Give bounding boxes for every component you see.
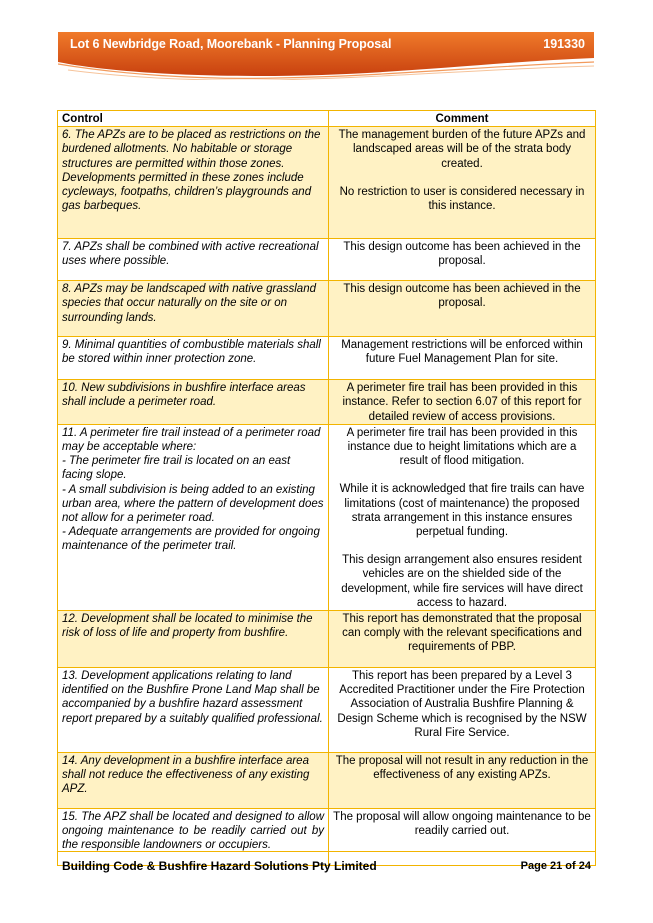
comment-cell — [329, 239, 596, 281]
comment-cell — [329, 809, 596, 866]
control-cell — [58, 753, 329, 809]
control-text: - A small subdivision is being added to an existing urban area, where the pattern of development does not allow for a perimeter road. — [62, 483, 324, 525]
control-text: 8. APZs may be landscaped with native grassland species that occur naturally on the site or on surrounding lands. — [62, 283, 316, 324]
control-text: 11. A perimeter fire trail instead of a perimeter road may be acceptable where: — [62, 426, 321, 454]
control-text: 7. APZs shall be combined with active recreational uses where possible. — [62, 241, 319, 268]
comment-cell — [329, 127, 596, 239]
control-cell — [58, 424, 329, 610]
table-row — [58, 127, 596, 239]
comment-text: This design outcome has been achieved in the proposal. — [343, 241, 581, 268]
table-row — [58, 337, 596, 380]
table-row — [58, 611, 596, 668]
control-text: 13. Development applications relating to land identified on the Bushfire Prone Land Map shall be accompanied by a bushfire hazard assessment report prepared by a suitably qualified professional. — [62, 670, 323, 725]
comment-text: This design outcome has been achieved in the proposal. — [343, 283, 581, 310]
control-cell — [58, 281, 329, 337]
control-text: 12. Development shall be located to minimise the risk of loss of life and property from bushfire. — [62, 613, 313, 640]
control-text: - The perimeter fire trail is located on an east facing slope. — [62, 455, 291, 482]
control-cell — [58, 127, 329, 239]
control-cell — [58, 668, 329, 753]
control-cell — [58, 239, 329, 281]
comment-cell — [329, 337, 596, 380]
comment-cell — [329, 668, 596, 753]
comment-text: The proposal will not result in any reduction in the effectiveness of any existing APZs. — [335, 755, 589, 782]
comment-text: The proposal will allow ongoing maintenance to be readily carried out. — [333, 811, 591, 838]
comment-cell — [329, 611, 596, 668]
column-header-control: Control — [58, 111, 329, 127]
control-text: 9. Minimal quantities of combustible materials shall be stored within inner protection zone. — [62, 339, 321, 366]
column-header-comment: Comment — [329, 111, 596, 127]
control-cell — [58, 611, 329, 668]
header-report-number: 191330 — [543, 37, 585, 51]
comment-cell — [329, 424, 596, 610]
table-row — [58, 239, 596, 281]
comment-text: This report has been prepared by a Level 3 Accredited Practitioner under the Fire Protection Association of Australia Bushfire Planning & Design Scheme which is recognised by the NSW Rural Fire Service. — [337, 670, 587, 739]
table-row — [58, 281, 596, 337]
table-row — [58, 380, 596, 425]
controls-table — [57, 110, 596, 866]
comment-text: A perimeter fire trail has been provided in this instance due to height limitations which are a result of flood mitigation. — [346, 426, 578, 468]
control-text: 15. The APZ shall be located and designed to allow ongoing maintenance to be readily carried out by the responsible landowners or occupiers. — [62, 811, 324, 852]
control-text: 14. Any development in a bushfire interface area shall not reduce the effectiveness of any existing APZ. — [62, 755, 310, 796]
table-row — [58, 424, 596, 610]
footer-company: Building Code & Bushfire Hazard Solutions Pty Limited — [62, 859, 377, 873]
comment-cell — [329, 281, 596, 337]
footer-page-number: Page 21 of 24 — [520, 860, 591, 872]
comment-text: Management restrictions will be enforced within future Fuel Management Plan for site. — [341, 339, 583, 366]
control-cell — [58, 809, 329, 866]
table-row — [58, 809, 596, 866]
table-header-row — [58, 111, 596, 127]
comment-cell — [329, 380, 596, 425]
footer-divider — [57, 851, 596, 852]
control-cell — [58, 337, 329, 380]
comment-text: This report has demonstrated that the proposal can comply with the relevant specifications and requirements of PBP. — [342, 613, 582, 654]
comment-text: A perimeter fire trail has been provided in this instance. Refer to section 6.07 of this report for detailed review of access provisions. — [342, 382, 582, 423]
comment-text: This design arrangement also ensures resident vehicles are on the shielded side of the development, while fire services will have direct access to hazard. — [341, 554, 583, 609]
control-cell — [58, 380, 329, 425]
control-text: 10. New subdivisions in bushfire interface areas shall include a perimeter road. — [62, 382, 306, 409]
comment-text: While it is acknowledged that fire trails can have limitations (cost of maintenance) the proposed strata arrangement in this instance ensures perpetual funding. — [339, 483, 585, 539]
table-row — [58, 753, 596, 809]
header-title: Lot 6 Newbridge Road, Moorebank - Planning Proposal — [70, 37, 392, 51]
control-text: 6. The APZs are to be placed as restrictions on the burdened allotments. No habitable or storage structures are permitted within those zones. Developments permitted in these zones include cycleways, footpaths, children’s playgrounds and gas barbeques. — [62, 129, 321, 213]
comment-text: The management burden of the future APZs and landscaped areas will be of the strata body created. — [338, 129, 586, 170]
comment-cell — [329, 753, 596, 809]
control-text: - Adequate arrangements are provided for ongoing maintenance of the perimeter trail. — [62, 526, 320, 553]
table-row — [58, 668, 596, 753]
comment-text: No restriction to user is considered necessary in this instance. — [339, 185, 585, 213]
